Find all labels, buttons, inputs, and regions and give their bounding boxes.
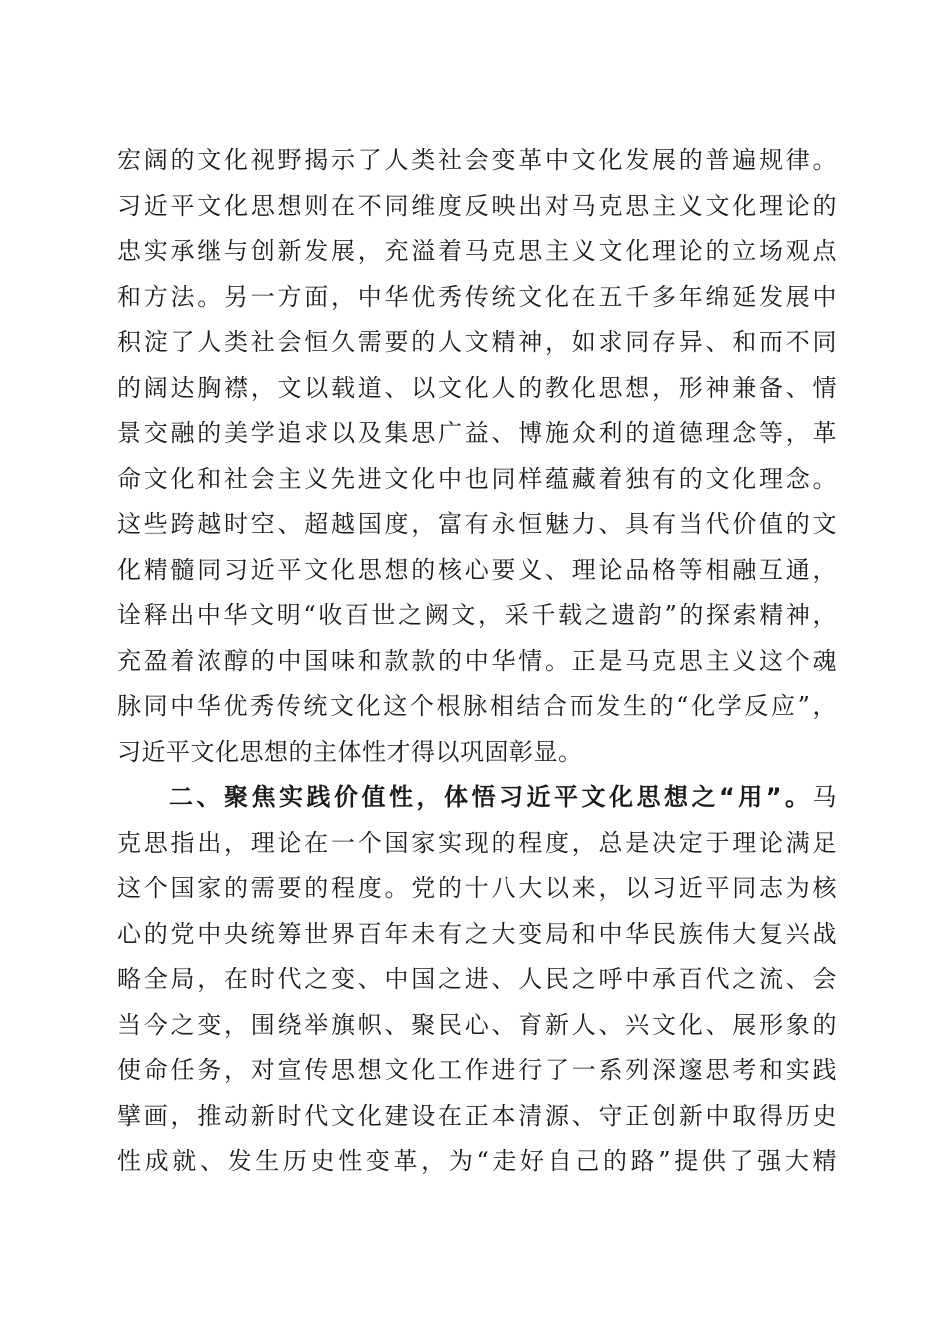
paragraph-1 xyxy=(117,138,837,775)
text-line: 的阔达胸襟，文以载道、以文化人的教化思想，形神兼备、情 xyxy=(117,373,837,402)
paragraph-2 xyxy=(117,775,837,1185)
text-line: 这些跨越时空、超越国度，富有永恒魅力、具有当代价值的文 xyxy=(117,510,837,538)
text-line: 诠释出中华文明“收百世之阙文，采千载之遗韵”的探索精神， xyxy=(117,601,837,629)
text-line: 景交融的美学追求以及集思广益、博施众利的道德理念等，革 xyxy=(117,419,837,447)
heading-line-tail: 马 xyxy=(812,783,837,811)
text-line: 当今之变，围绕举旗帜、聚民心、育新人、兴文化、展形象的 xyxy=(117,1010,837,1039)
text-line: 性成就、发生历史性变革，为“走好自己的路”提供了强大精 xyxy=(117,1147,837,1175)
text-line: 习近平文化思想则在不同维度反映出对马克思主义文化理论的 xyxy=(117,191,837,220)
text-line: 宏阔的文化视野揭示了人类社会变革中文化发展的普遍规律。 xyxy=(117,146,837,174)
text-line: 脉同中华优秀传统文化这个根脉相结合而发生的“化学反应”， xyxy=(117,692,837,720)
text-line: 忠实承继与创新发展，充溢着马克思主义文化理论的立场观点 xyxy=(117,237,837,265)
text-line: 心的党中央统筹世界百年未有之大变局和中华民族伟大复兴战 xyxy=(117,919,837,948)
text-line: 习近平文化思想的主体性才得以巩固彰显。 xyxy=(117,737,583,766)
text-line: 积淀了人类社会恒久需要的人文精神，如求同存异、和而不同 xyxy=(117,328,837,356)
text-line: 和方法。另一方面，中华优秀传统文化在五千多年绵延发展中 xyxy=(117,282,837,311)
text-line: 克思指出，理论在一个国家实现的程度，总是决定于理论满足 xyxy=(117,828,837,857)
text-line: 充盈着浓醇的中国味和款款的中华情。正是马克思主义这个魂 xyxy=(117,646,837,675)
text-line: 化精髓同习近平文化思想的核心要义、理论品格等相融互通， xyxy=(117,555,837,584)
text-line: 命文化和社会主义先进文化中也同样蕴藏着独有的文化理念。 xyxy=(117,464,837,493)
document-body xyxy=(117,138,837,1185)
text-line: 这个国家的需要的程度。党的十八大以来，以习近平同志为核 xyxy=(117,874,837,902)
section-heading-line xyxy=(117,775,837,821)
text-line: 擘画，推动新时代文化建设在正本清源、守正创新中取得历史 xyxy=(117,1101,837,1130)
text-line: 使命任务，对宣传思想文化工作进行了一系列深邃思考和实践 xyxy=(117,1056,837,1084)
section-heading: 二、聚焦实践价值性，体悟习近平文化思想之“用”。 xyxy=(169,783,813,811)
text-line: 略全局，在时代之变、中国之进、人民之呼中承百代之流、会 xyxy=(117,965,837,993)
